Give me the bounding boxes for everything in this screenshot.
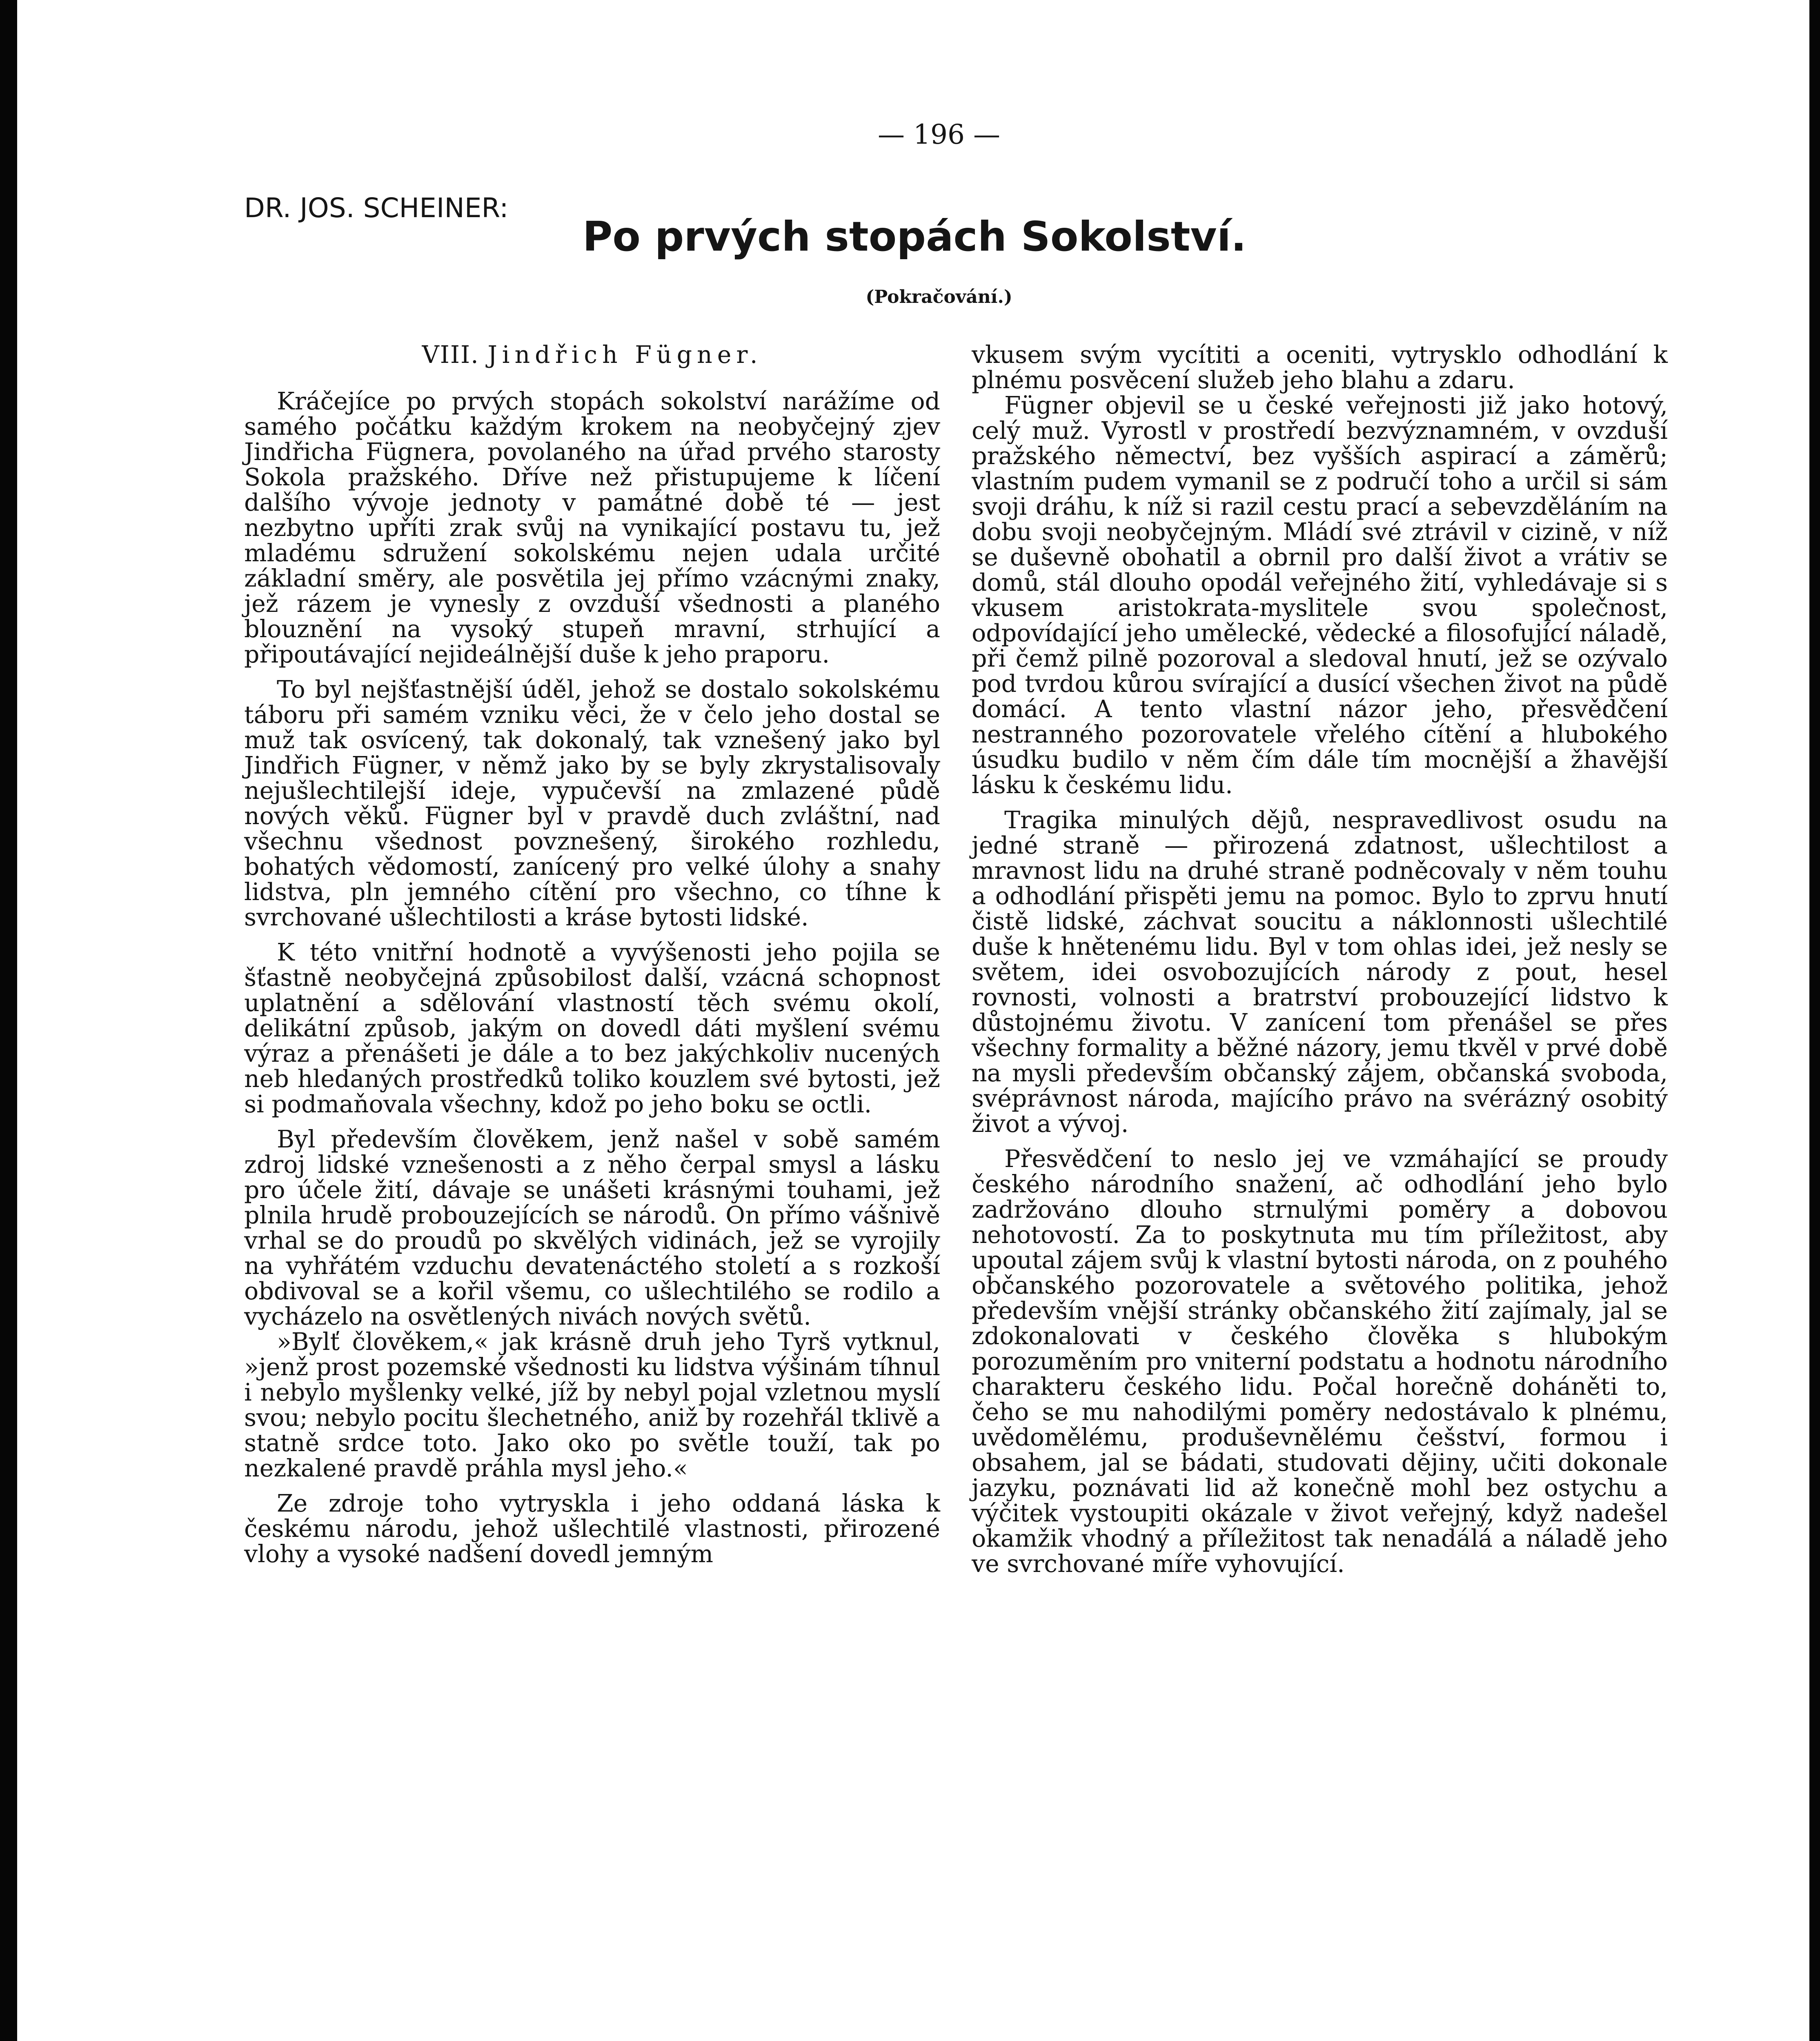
paragraph: Kráčejíce po prvých stopách sokolství narážíme od samého počátku každým krokem na neobyčejný zjev Jindřicha Fügnera, povolaného na úřad prvého starosty Sokola pražského. Dříve než přistupujeme k líčení dalšího vývoje jednoty v památné době té — jest nezbytno upříti zrak svůj na vynikající postavu tu, jež mladému sdružení sokolskému nejen udala určité základní směry, ale posvětila jej přímo vzácnými znaky, jež rázem je vynesly z ovzduší všednosti a planého blouznění na vysoký stupeň mravní, strhující a připoutávající nejideálnější duše k jeho praporu. [244, 387, 940, 668]
paragraph: Byl především člověkem, jenž našel v sobě samém zdroj lidské vznešenosti a z něho čerpal smysl a lásku pro účele žití, dávaje se unášeti krásnými touhami, jež plnila hrudě probouzejících se národů. On přímo vášnivě vrhal se do proudů po skvělých vidinách, jež se vyrojily na vyhřátém vzduchu devatenáctého století a s rozkoší obdivoval se a kořil všemu, co ušlechtilého se rodilo a vycházelo na osvětlených nivách nových světů. [244, 1125, 940, 1330]
page-number: — 196 — [878, 119, 1000, 150]
section-name: Jindřich Fügner. [487, 341, 763, 369]
paragraph: Fügner objevil se u české veřejnosti již jako hotový, celý muž. Vyrostl v prostředí bezvýznamném, v ovzduší pražského němectví, bez vyšších aspirací a záměrů; vlastním pudem vymanil se z područí toho a určil si sám svoji dráhu, k níž si razil cestu prací a sebevzděláním na dobu svoji neobyčejným. Mládí své ztrávil v cizině, v níž se duševně obohatil a obrnil pro další život a vrátiv se domů, stál dlouho opodál veřejného žití, vyhledávaje si s vkusem aristokrata-myslitele svou společnost, odpovídající jeho umělecké, vědecké a filosofující náladě, při čemž pilně pozoroval a sledoval hnutí, jež se ozývalo pod tvrdou kůrou svírající a dusící všechen život na půdě domácí. A tento vlastní názor jeho, přesvědčení nestranného pozorovatele vřelého cítění a hlubokého úsudku budilo v něm čím dále tím mocnější a žhavější lásku k českému lidu. [972, 391, 1668, 799]
paragraph: »Bylť člověkem,« jak krásně druh jeho Tyrš vytknul, »jenž prost pozemské všednosti ku lidstva výšinám tíhnul i nebylo myšlenky velké, jíž by nebyl pojal vzletnou myslí svou; nebylo pocitu šlechetného, aniž by rozehřál tklivě a statně srdce toto. Jako oko po světle touží, tak po nezkalené pravdě práhla mysl jeho.« [244, 1328, 940, 1482]
article-subtitle: (Pokračování.) [866, 287, 1012, 307]
paragraph: K této vnitřní hodnotě a vyvýšenosti jeho pojila se šťastně neobyčejná způsobilost další, vzácná schopnost uplatnění a sdělování vlastností těch svému okolí, delikátní způsob, jakým on dovedl dáti myšlení svému výraz a přenášeti je dále a to bez jakýchkoliv nucených neb hledaných prostředků toliko kouzlem své bytosti, jež si podmaňovala všechny, kdož po jeho boku se octli. [244, 938, 940, 1118]
paragraph: vkusem svým vycítiti a oceniti, vytrysklo odhodlání k plnému posvěcení služeb jeho blahu a zdaru. [972, 341, 1668, 394]
article-title: Po prvých stopách Sokolství. [582, 213, 1247, 260]
section-numeral: VIII. [422, 341, 479, 369]
scan-border-left [0, 0, 17, 2041]
left-column [244, 342, 940, 1576]
paragraph: To byl nejšťastnější úděl, jehož se dostalo sokolskému táboru při samém vzniku věci, že v čelo jeho dostal se muž tak osvícený, tak dokonalý, tak vznešený jako byl Jindřich Fügner, v němž jako by se byly zkrystalisovaly nejušlechtilejší ideje, vypučevší na zmlazené půdě nových věků. Fügner byl v pravdě duch zvláštní, nad všechnu všednost povznešený, širokého rozhledu, bohatých vědomostí, zanícený pro velké úlohy a snahy lidstva, pln jemného cítění pro všechno, co tíhne k svrchované ušlechtilosti a kráse bytosti lidské. [244, 676, 940, 931]
section-heading [244, 342, 940, 367]
paragraph: Ze zdroje toho vytryskla i jeho oddaná láska k českému národu, jehož ušlechtilé vlastnosti, přirozené vlohy a vysoké nadšení dovedl jemným [244, 1490, 940, 1568]
right-column [972, 342, 1668, 1586]
scan-border-right [1809, 0, 1820, 2041]
paragraph: Přesvědčení to neslo jej ve vzmáhající se proudy českého národního snažení, ač odhodlání jeho bylo zadržováno dlouho strnulými poměry a dobovou nehotovostí. Za to poskytnuta mu tím příležitost, aby upoutal zájem svůj k vlastní bytosti národa, on z pouhého občanského pozorovatele a světového politika, jehož především vnější stránky občanského žití zajímaly, jal se zdokonalovati v českého člověka s hlubokým porozuměním pro vniterní podstatu a hodnotu národního charakteru českého lidu. Počal horečně doháněti to, čeho se mu nahodilými poměry nedostávalo k plnému, uvědomělému, produševnělému češství, formou i obsahem, jal se bádati, studovati dějiny, učiti dokonale jazyku, poznávati lid až konečně mohl bez ostychu a výčitek vystoupiti okázale v život veřejný, když nadešel okamžik vhodný a příležitost tak nenadálá a náladě jeho ve svrchované míře vyhovující. [972, 1145, 1668, 1578]
author-name: DR. JOS. SCHEINER: [244, 192, 509, 224]
paragraph: Tragika minulých dějů, nespravedlivost osudu na jedné straně — přirozená zdatnost, ušlechtilost a mravnost lidu na druhé straně podněcovaly v něm touhu a odhodlání přispěti jemu na pomoc. Bylo to zprvu hnutí čistě lidské, záchvat soucitu a náklonnosti ušlechtilé duše k hnětenému lidu. Byl v tom ohlas idei, jež nesly se světem, idei osvobozujících národy z pout, hesel rovnosti, volnosti a bratrství probouzející lidstvo k důstojnému životu. V zanícení tom přenášel se přes všechny formality a běžné názory, jemu tkvěl v prvé době na mysli především občanský zájem, občanská svoboda, svéprávnost národa, majícího právo na svérázný osobitý život a vývoj. [972, 806, 1668, 1138]
